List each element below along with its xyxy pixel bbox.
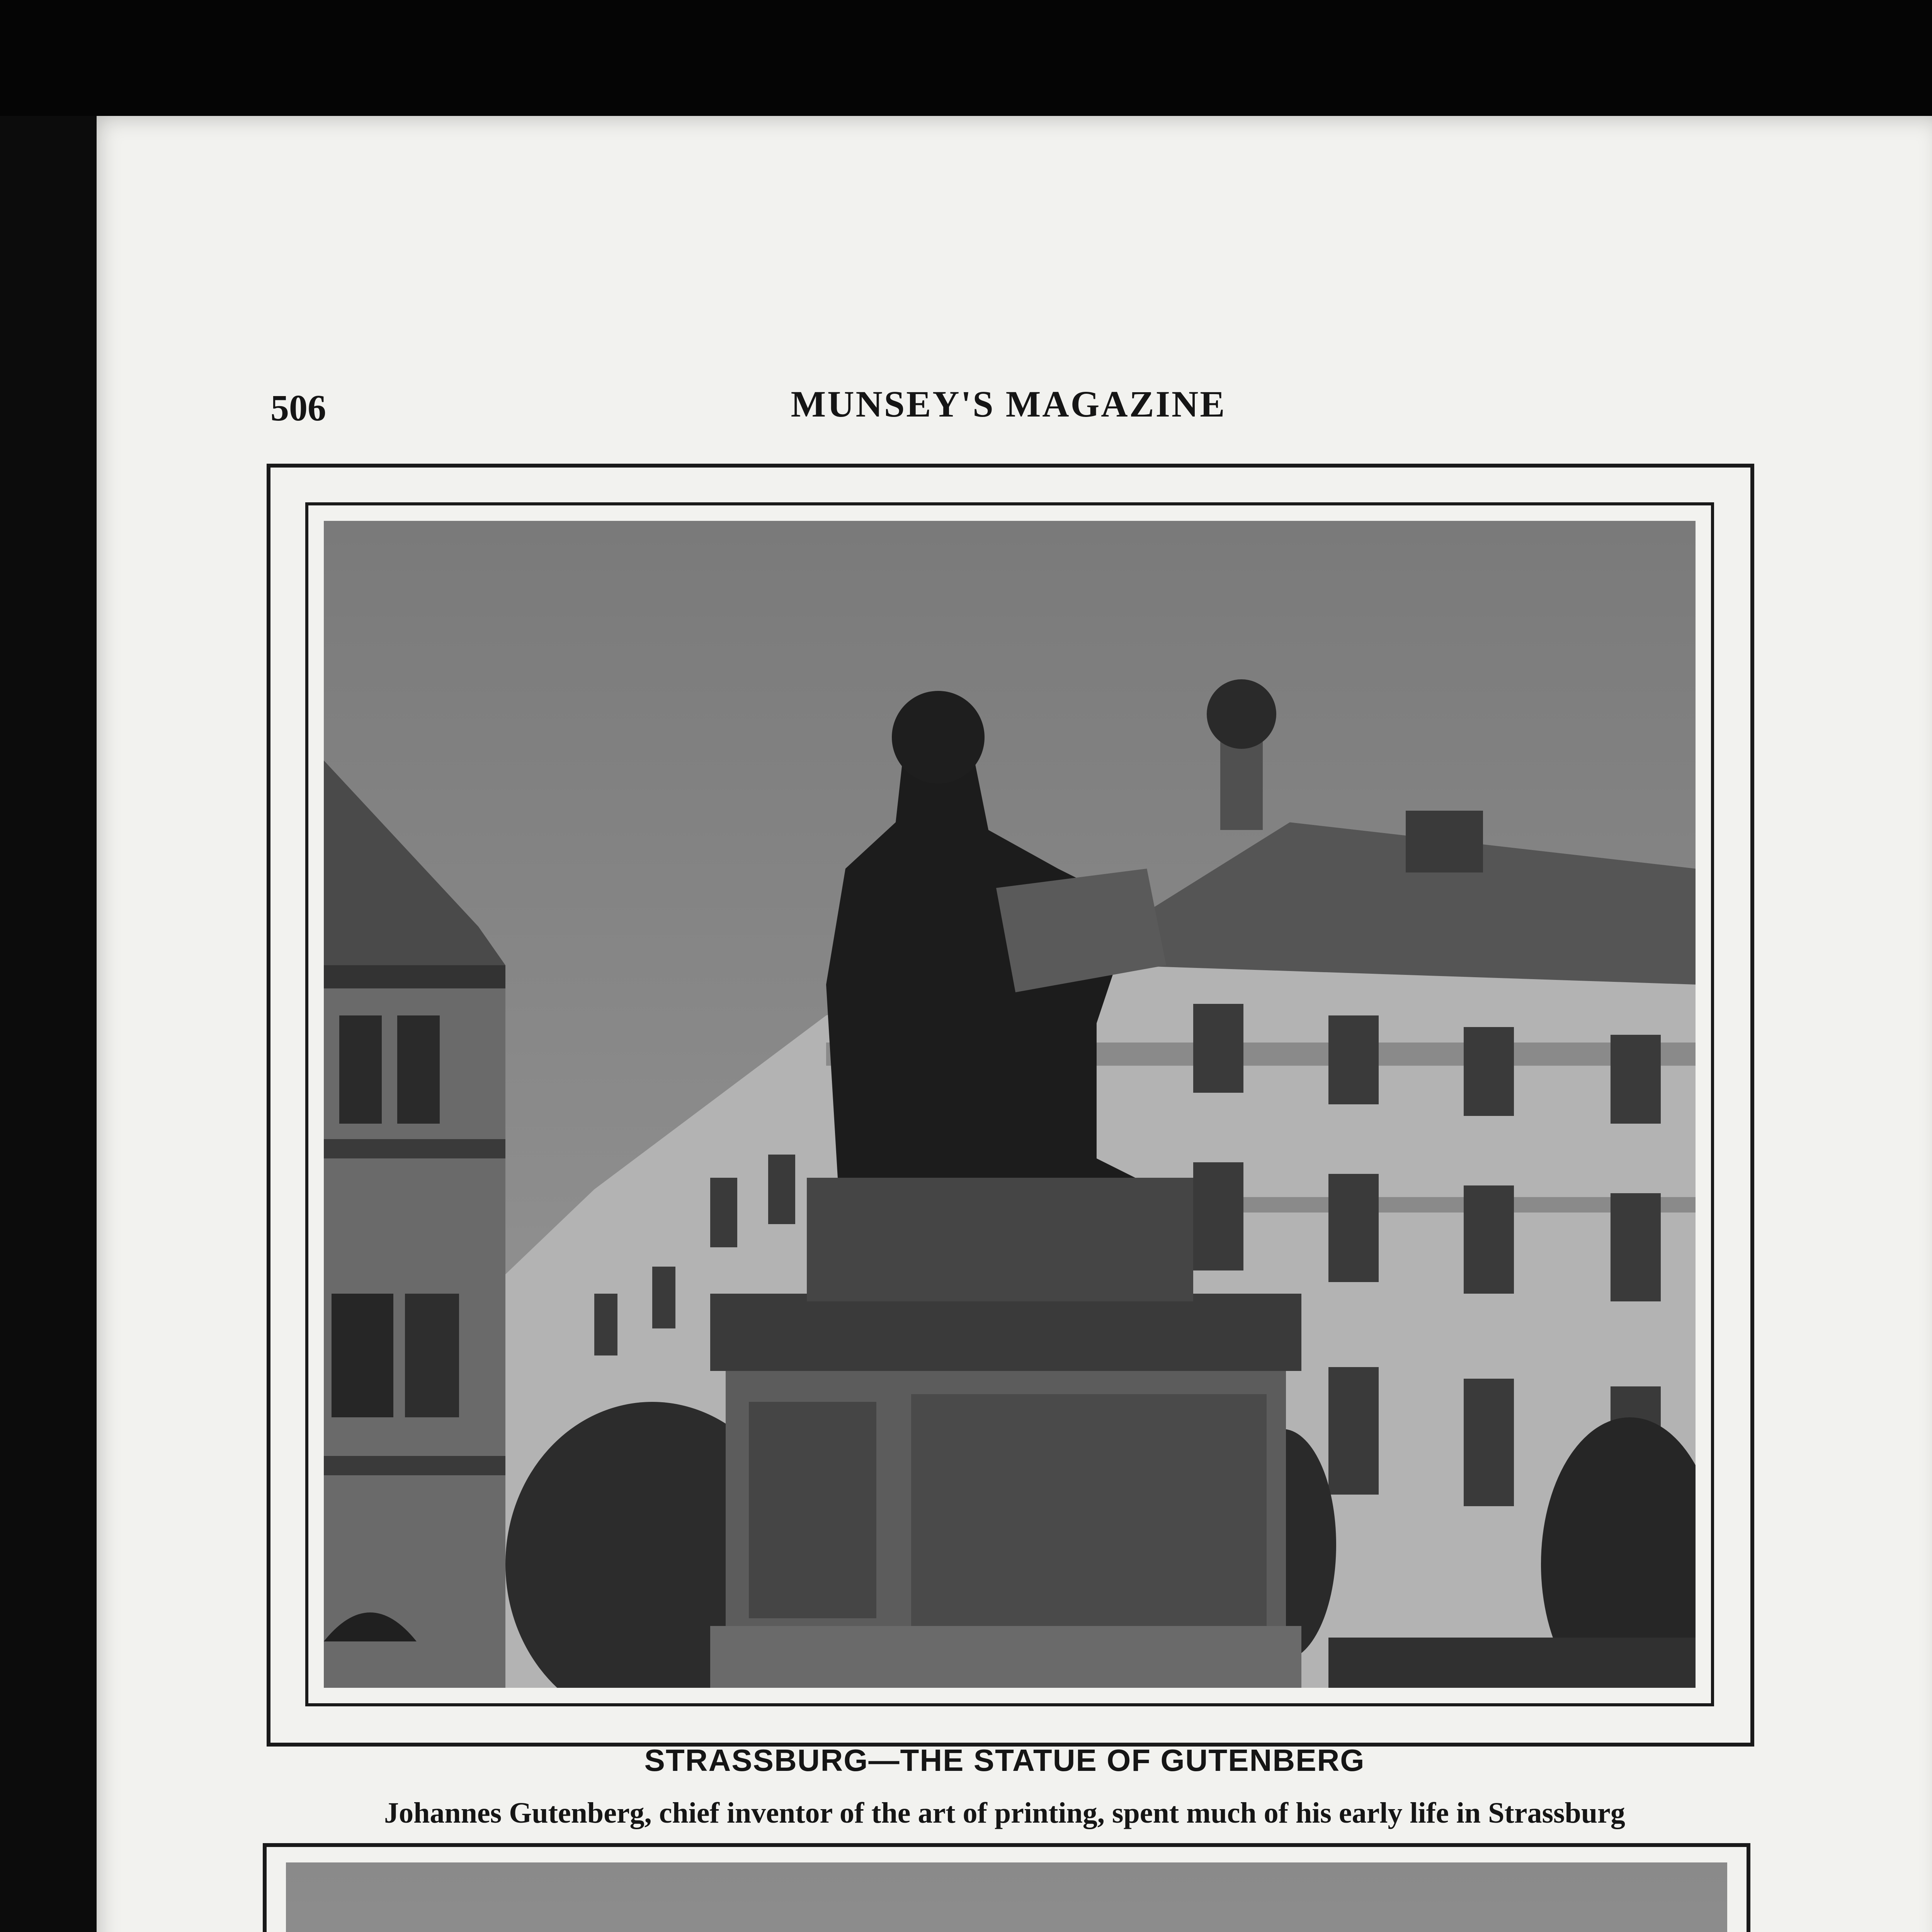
figure-gutenberg-frame [267,464,1754,1747]
figure-gutenberg-inner-frame [305,502,1714,1706]
running-head [178,379,1839,440]
railroad-station-photo [286,1862,1727,1932]
figure-gutenberg-title: STRASSBURG—THE STATUE OF GUTENBERG [644,1743,1365,1777]
figure-gutenberg-caption: Johannes Gutenberg, chief inventor of the art of printing, spent much of his early life in Strassburg [384,1797,1625,1829]
scan-border-top [0,0,1932,116]
gutenberg-statue-photo [324,521,1696,1688]
figure-railroad-frame [263,1843,1750,1932]
magazine-title: MUNSEY'S MAGAZINE [791,383,1226,425]
page-number: 506 [270,387,326,429]
